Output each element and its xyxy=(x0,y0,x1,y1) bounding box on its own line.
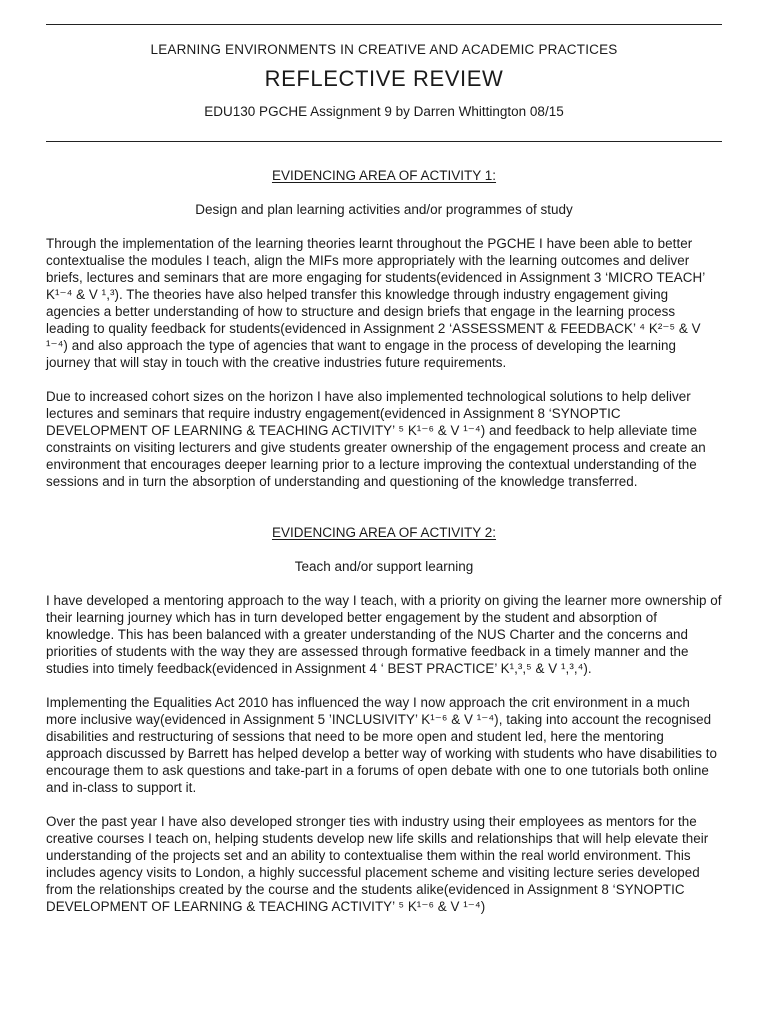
section-subheading: Teach and/or support learning xyxy=(294,559,474,574)
assignment-subtitle: EDU130 PGCHE Assignment 9 by Darren Whittington 08/15 xyxy=(204,104,564,119)
header-divider xyxy=(46,141,722,142)
document-header xyxy=(46,41,722,121)
body-paragraph: Through the implementation of the learning theories learnt throughout the PGCHE I have been able to better contextualise the modules I teach, align the MIFs more appropriately with the learning outcomes and deliver briefs, lectures and seminars that are more engaging for students(evidenced in Assignment 3 ‘MICRO TEACH’ K¹⁻⁴ & V ¹,³). The theories have also helped transfer this knowledge through industry engagement giving agencies a better understanding of how to structure and design briefs that engage in the learning process leading to quality feedback for students(evidenced in Assignment 2 ‘ASSESSMENT & FEEDBACK’ ⁴ K²⁻⁵ & V ¹⁻⁴) and also approach the type of agencies that want to engage in the process of developing the learning journey that will stay in touch with the creative industries future requirements. xyxy=(46,236,705,370)
section-activity-1 xyxy=(46,167,722,490)
section-subheading: Design and plan learning activities and/or programmes of study xyxy=(195,202,573,217)
body-paragraph: Due to increased cohort sizes on the horizon I have also implemented technological solutions to help deliver lectures and seminars that require industry engagement(evidenced in Assignment 8 ‘SYNOPTIC DEVELOPMENT OF LEARNING & TEACHING ACTIVITY’ ⁵ K¹⁻⁶ & V ¹⁻⁴) and feedback to help alleviate time constraints on visiting lecturers and give students greater ownership of the engagement process and create an environment that encourages deeper learning prior to a lecture improving the contextual understanding of the sessions and in turn the absorption of understanding and questioning of the knowledge transferred. xyxy=(46,389,706,489)
course-title: LEARNING ENVIRONMENTS IN CREATIVE AND ACADEMIC PRACTICES xyxy=(150,42,618,57)
section-heading: EVIDENCING AREA OF ACTIVITY 1: xyxy=(271,168,497,183)
section-heading: EVIDENCING AREA OF ACTIVITY 2: xyxy=(271,525,497,540)
body-paragraph: Over the past year I have also developed stronger ties with industry using their employees as mentors for the creative courses I teach on, helping students develop new life skills and relationships that will help elevate their understanding of the projects set and an ability to contextualise them within the real world environment. This includes agency visits to London, a highly successful placement scheme and visiting lecture series developed from the relationships created by the course and the students alike(evidenced in Assignment 8 ‘SYNOPTIC DEVELOPMENT OF LEARNING & TEACHING ACTIVITY’ ⁵ K¹⁻⁶ & V ¹⁻⁴) xyxy=(46,814,709,914)
document-page xyxy=(46,0,722,915)
body-paragraph: I have developed a mentoring approach to the way I teach, with a priority on giving the learner more ownership of their learning journey which has in turn developed better engagement by the student and absorption of knowledge. This has been balanced with a greater understanding of the NUS Charter and the concerns and priorities of students with the way they are assessed through formative feedback in a timely manner and the studies into timely feedback(evidenced in Assignment 4 ‘ BEST PRACTICE’ K¹,³,⁵ & V ¹,³,⁴). xyxy=(46,593,722,676)
section-activity-2 xyxy=(46,524,722,915)
page-title: REFLECTIVE REVIEW xyxy=(264,66,504,91)
top-divider xyxy=(46,24,722,25)
body-paragraph: Implementing the Equalities Act 2010 has influenced the way I now approach the crit environment in a much more inclusive way(evidenced in Assignment 5 ’INCLUSIVITY’ K¹⁻⁶ & V ¹⁻⁴), taking into account the recognised disabilities and restructuring of sessions that need to be more open and student led, here the mentoring approach discussed by Barrett has helped develop a better way of working with students who have disabilities to encourage them to ask questions and take-part in a forums of open debate with one to one tutorials both online and in-class to support it. xyxy=(46,695,718,795)
